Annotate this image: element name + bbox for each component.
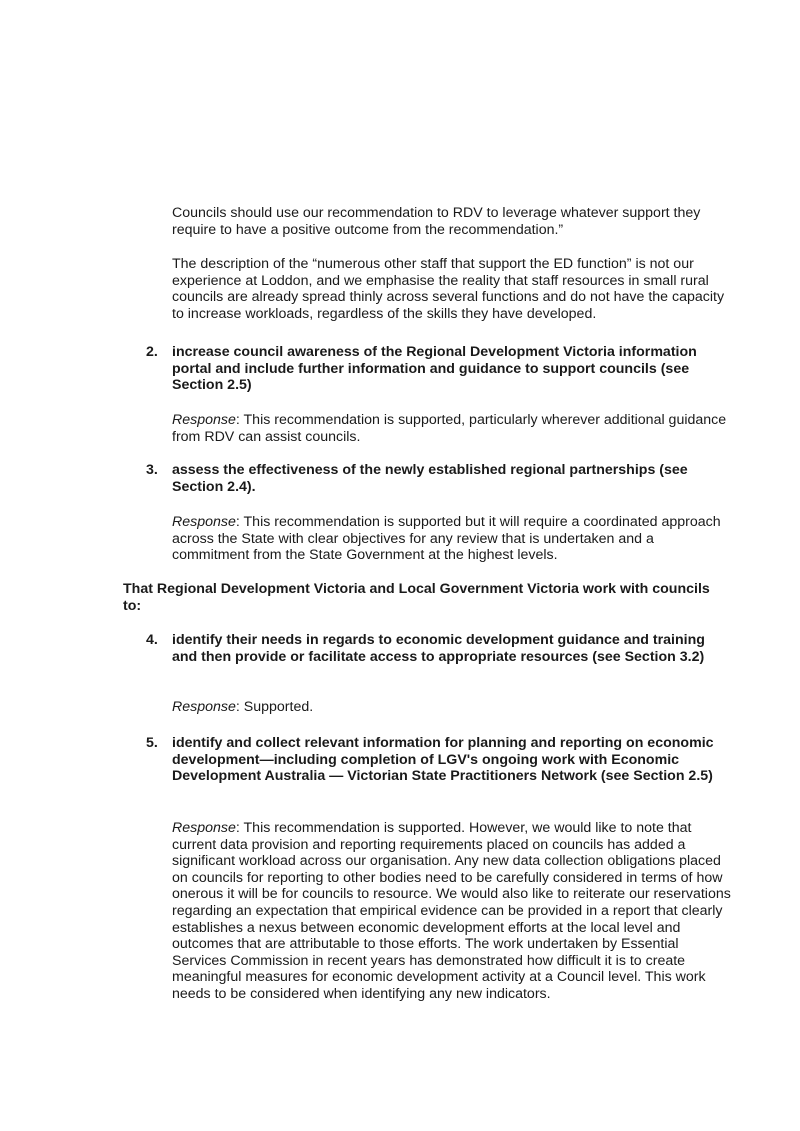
response-label: Response	[172, 699, 236, 715]
recommendation-title: increase council awareness of the Regional Development Victoria information portal and include further information and guidance to support councils (see Section 2.5)	[172, 344, 697, 394]
response-text: : This recommendation is supported, particularly wherever additional guidance from RDV can assist councils.	[172, 412, 727, 445]
item-number: 2.	[146, 344, 158, 360]
response-label: Response	[172, 820, 236, 836]
response-label: Response	[172, 412, 236, 428]
recommendation-title: identify and collect relevant information for planning and reporting on economic development—including completion of LGV's ongoing work with Economic Development Australia — Victorian State Practitioners Network (see Section 2.5)	[172, 735, 714, 785]
response-text: : Supported.	[235, 699, 314, 715]
item-number: 4.	[146, 632, 158, 648]
section-intro-heading: That Regional Development Victoria and Local Government Victoria work with councils to:	[123, 581, 710, 614]
response-paragraph	[172, 820, 732, 1003]
item-number: 3.	[146, 462, 158, 478]
response-text: : This recommendation is supported but it will require a coordinated approach across the State with clear objectives for any review that is undertaken and a commitment from the State Government at the highest levels.	[172, 514, 721, 564]
paragraph-staff-description: The description of the “numerous other staff that support the ED function” is not our experience at Loddon, and we emphasise the reality that staff resources in small rural councils are already spread thinly across several functions and do not have the capacity to increase workloads, regardless of the skills they have developed.	[172, 256, 725, 322]
paragraph-quote-end: Councils should use our recommendation to RDV to leverage whatever support they require to have a positive outcome from the recommendation.”	[172, 205, 701, 238]
response-paragraph	[172, 412, 732, 445]
response-label: Response	[172, 514, 236, 530]
response-paragraph	[172, 699, 732, 716]
recommendation-title: identify their needs in regards to economic development guidance and training and then provide or facilitate access to appropriate resources (see Section 3.2)	[172, 632, 705, 665]
item-number: 5.	[146, 735, 158, 751]
recommendation-title: assess the effectiveness of the newly established regional partnerships (see Section 2.4).	[172, 462, 688, 495]
response-paragraph	[172, 514, 732, 564]
response-text: : This recommendation is supported. However, we would like to note that current data provision and reporting requirements placed on councils has added a significant workload across our organisation. Any new data collection obligations placed on councils for reporting to other bodies need to be carefully considered in terms of how onerous it will be for councils to resource. We would also like to reiterate our reservations regarding an expectation that empirical evidence can be provided in a report that clearly establishes a nexus between economic development efforts at the local level and outcomes that are attributable to those efforts. The work undertaken by Essential Services Commission in recent years has demonstrated how difficult it is to create meaningful measures for economic development activity at a Council level. This work needs to be considered when identifying any new indicators.	[172, 820, 731, 1002]
